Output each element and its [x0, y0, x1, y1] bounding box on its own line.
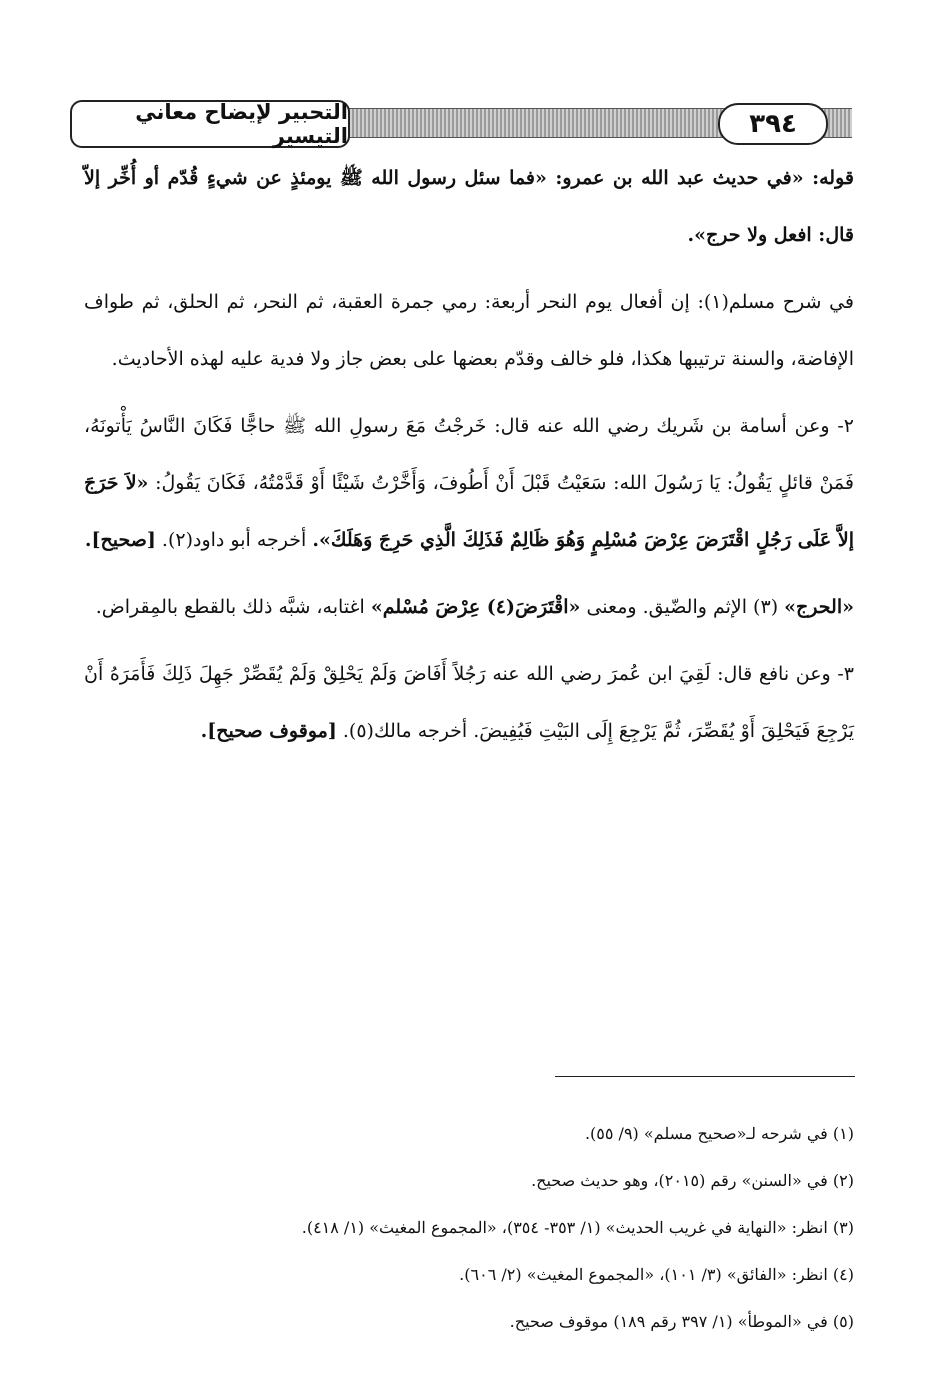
vocab-text-1: (٣) الإثم والضّيق. ومعنى	[586, 596, 779, 618]
hadith-3-grade: [موقوف صحيح].	[200, 720, 337, 742]
hadith-2	[84, 398, 854, 569]
hadith-3	[84, 646, 854, 760]
footnotes	[84, 1110, 854, 1345]
vocabulary-note	[84, 579, 854, 636]
hadith-2-text: ٢- وعن أسامة بن شَريك رضي الله عنه قال: خَرجْتُ مَعَ رسولِ الله ﷺ حاجًّا فَكَانَ النَّاسُ يَأْتونَهُ، فَمَنْ قائلٍ يَقُولُ: يَا رَسُولَ الله: سَعَيْتُ قَبْلَ أَنْ أَطُوفَ، وَأَخَّرْتُ شَيْئًا أَوْ قَدَّمْتُهُ، فَكَانَ يَقُولُ:	[84, 415, 854, 494]
footnote-1: (١) في شرحه لـ«صحيح مسلم» (٩/ ٥٥).	[584, 1124, 854, 1143]
footnote-5: (٥) في «الموطأ» (١/ ٣٩٧ رقم ١٨٩) موقوف صحيح.	[509, 1312, 854, 1331]
footnote-3: (٣) انظر: «النهاية في غريب الحديث» (١/ ٣٥٣- ٣٥٤)، «المجموع المغيث» (١/ ٤١٨).	[301, 1218, 854, 1237]
footnote-2: (٢) في «السنن» رقم (٢٠١٥)، وهو حديث صحيح.	[531, 1171, 854, 1190]
hadith-2-grade: [صحيح].	[84, 529, 156, 551]
term-iqtarada: «اقْتَرَضَ(٤) عِرْضَ مُسْلم»	[370, 596, 581, 618]
paragraph-2: في شرح مسلم(١): إن أفعال يوم النحر أربعة: رمي جمرة العقبة، ثم النحر، ثم الحلق، ثم طواف الإفاضة، والسنة ترتيبها هكذا، فلو خالف وقدّم بعضها على بعض جاز ولا فدية عليه لهذه الأحاديث.	[84, 291, 854, 370]
vocab-text-2: اغتابه، شبَّه ذلك بالقطع بالمِقراض.	[95, 596, 365, 618]
body-text	[84, 150, 854, 770]
page-number: ٣٩٤	[718, 103, 828, 145]
hadith-2-source: أخرجه أبو داود(٢).	[161, 529, 307, 551]
footnote-4: (٤) انظر: «الفائق» (٣/ ١٠١)، «المجموع المغيث» (٢/ ٦٠٦).	[459, 1265, 854, 1284]
hadith-2-quote: «لاَ حَرَجَ إلاَّ عَلَى رَجُلٍ اقْتَرَضَ عِرْضَ مُسْلِمٍ وَهُوَ ظَالِمٌ فَذَلِكَ الَّذِي حَرِجَ وَهَلَكَ».	[84, 472, 854, 551]
footnote-divider	[555, 1076, 855, 1077]
paragraph-1: قوله: «في حديث عبد الله بن عمرو: «فما سئل رسول الله ﷺ يومئذٍ عن شيءٍ قُدّم أو أُخِّر إلاّ قال: افعل ولا حرج».	[84, 167, 854, 246]
book-title: التحبير لإيضاح معاني التيسير	[70, 100, 350, 148]
hadith-3-text: ٣- وعن نافع قال: لَقِيَ ابن عُمرَ رضي الله عنه رَجُلاً أَفَاضَ وَلَمْ يَحْلِقْ وَلَمْ يُقَصِّرْ جَهِلَ ذَلِكَ فَأَمَرَهُ أَنْ يَرْجِعَ فَيَحْلِقَ أَوْ يُقَصِّرَ، ثُمَّ يَرْجِعَ إِلَى البَيْتِ فَيُفِيضَ. أخرجه مالك(٥).	[84, 663, 854, 742]
term-haraj: «الحرج»	[784, 596, 854, 618]
